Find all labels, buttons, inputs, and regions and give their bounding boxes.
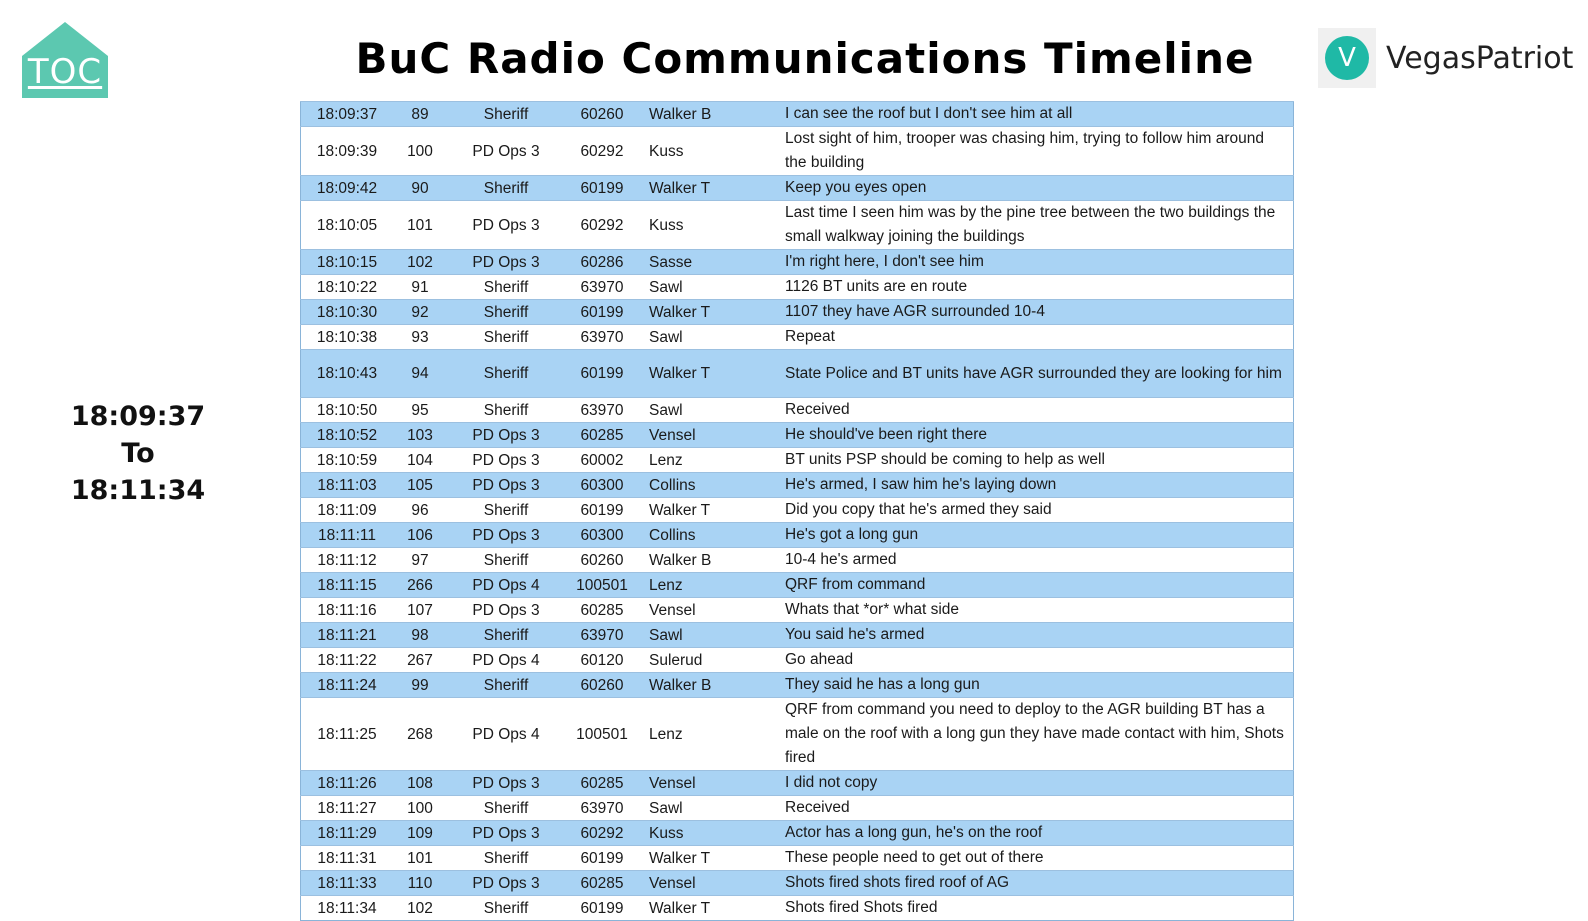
person-cell: Sawl xyxy=(639,796,765,821)
table-row xyxy=(301,598,1294,623)
person-cell: Kuss xyxy=(639,127,765,176)
time-cell: 18:11:12 xyxy=(301,548,394,573)
person-cell: Lenz xyxy=(639,448,765,473)
table-row xyxy=(301,698,1294,771)
seq-cell: 102 xyxy=(393,896,447,921)
person-cell: Sulerud xyxy=(639,648,765,673)
agency-cell: PD Ops 3 xyxy=(447,523,565,548)
person-cell: Sasse xyxy=(639,250,765,275)
seq-cell: 92 xyxy=(393,300,447,325)
unit-cell: 60292 xyxy=(565,127,639,176)
table-row xyxy=(301,275,1294,300)
unit-cell: 60300 xyxy=(565,473,639,498)
person-cell: Sawl xyxy=(639,398,765,423)
person-cell: Vensel xyxy=(639,771,765,796)
person-cell: Vensel xyxy=(639,598,765,623)
person-cell: Vensel xyxy=(639,871,765,896)
message-cell: Lost sight of him, trooper was chasing him, trying to follow him around the building xyxy=(765,127,1294,176)
table-row xyxy=(301,201,1294,250)
unit-cell: 63970 xyxy=(565,398,639,423)
message-cell: Actor has a long gun, he's on the roof xyxy=(765,821,1294,846)
message-cell: These people need to get out of there xyxy=(765,846,1294,871)
unit-cell: 100501 xyxy=(565,573,639,598)
seq-cell: 89 xyxy=(393,102,447,127)
seq-cell: 268 xyxy=(393,698,447,771)
person-cell: Vensel xyxy=(639,423,765,448)
unit-cell: 60199 xyxy=(565,350,639,398)
agency-cell: Sheriff xyxy=(447,673,565,698)
table-row xyxy=(301,846,1294,871)
seq-cell: 101 xyxy=(393,201,447,250)
time-cell: 18:11:33 xyxy=(301,871,394,896)
time-cell: 18:10:52 xyxy=(301,423,394,448)
unit-cell: 60002 xyxy=(565,448,639,473)
unit-cell: 63970 xyxy=(565,325,639,350)
message-cell: 1107 they have AGR surrounded 10-4 xyxy=(765,300,1294,325)
agency-cell: Sheriff xyxy=(447,896,565,921)
person-cell: Walker B xyxy=(639,102,765,127)
message-cell: You said he's armed xyxy=(765,623,1294,648)
unit-cell: 60292 xyxy=(565,201,639,250)
agency-cell: Sheriff xyxy=(447,498,565,523)
time-cell: 18:11:29 xyxy=(301,821,394,846)
table-row xyxy=(301,673,1294,698)
agency-cell: PD Ops 3 xyxy=(447,821,565,846)
person-cell: Walker T xyxy=(639,846,765,871)
unit-cell: 60260 xyxy=(565,102,639,127)
message-cell: Did you copy that he's armed they said xyxy=(765,498,1294,523)
time-cell: 18:11:31 xyxy=(301,846,394,871)
table-row xyxy=(301,821,1294,846)
agency-cell: Sheriff xyxy=(447,548,565,573)
table-row xyxy=(301,300,1294,325)
seq-cell: 98 xyxy=(393,623,447,648)
person-cell: Walker T xyxy=(639,300,765,325)
seq-cell: 110 xyxy=(393,871,447,896)
seq-cell: 266 xyxy=(393,573,447,598)
message-cell: Received xyxy=(765,398,1294,423)
time-cell: 18:09:37 xyxy=(301,102,394,127)
person-cell: Walker B xyxy=(639,548,765,573)
time-cell: 18:11:34 xyxy=(301,896,394,921)
table-row xyxy=(301,250,1294,275)
message-cell: State Police and BT units have AGR surrounded they are looking for him xyxy=(765,350,1294,398)
time-cell: 18:11:24 xyxy=(301,673,394,698)
brand-name: VegasPatriot xyxy=(1386,40,1574,76)
unit-cell: 60120 xyxy=(565,648,639,673)
page-title: BuC Radio Communications Timeline xyxy=(355,34,1255,83)
table-row xyxy=(301,325,1294,350)
message-cell: I can see the roof but I don't see him at all xyxy=(765,102,1294,127)
message-cell: Repeat xyxy=(765,325,1294,350)
time-cell: 18:11:09 xyxy=(301,498,394,523)
unit-cell: 60285 xyxy=(565,871,639,896)
agency-cell: Sheriff xyxy=(447,176,565,201)
table-row xyxy=(301,423,1294,448)
brand-watermark xyxy=(1318,28,1588,88)
message-cell: Go ahead xyxy=(765,648,1294,673)
time-cell: 18:11:21 xyxy=(301,623,394,648)
unit-cell: 60300 xyxy=(565,523,639,548)
agency-cell: Sheriff xyxy=(447,300,565,325)
seq-cell: 91 xyxy=(393,275,447,300)
agency-cell: PD Ops 3 xyxy=(447,201,565,250)
table-row xyxy=(301,523,1294,548)
person-cell: Lenz xyxy=(639,698,765,771)
table-row xyxy=(301,871,1294,896)
table-row xyxy=(301,498,1294,523)
message-cell: QRF from command xyxy=(765,573,1294,598)
table-row xyxy=(301,398,1294,423)
agency-cell: PD Ops 3 xyxy=(447,423,565,448)
unit-cell: 60199 xyxy=(565,300,639,325)
agency-cell: Sheriff xyxy=(447,275,565,300)
range-separator: To xyxy=(121,438,155,469)
seq-cell: 101 xyxy=(393,846,447,871)
table-row xyxy=(301,771,1294,796)
seq-cell: 104 xyxy=(393,448,447,473)
time-cell: 18:10:50 xyxy=(301,398,394,423)
agency-cell: PD Ops 3 xyxy=(447,127,565,176)
agency-cell: PD Ops 3 xyxy=(447,771,565,796)
agency-cell: PD Ops 3 xyxy=(447,448,565,473)
unit-cell: 60199 xyxy=(565,498,639,523)
person-cell: Sawl xyxy=(639,275,765,300)
time-cell: 18:11:11 xyxy=(301,523,394,548)
time-cell: 18:10:05 xyxy=(301,201,394,250)
agency-cell: PD Ops 3 xyxy=(447,598,565,623)
person-cell: Walker T xyxy=(639,896,765,921)
seq-cell: 107 xyxy=(393,598,447,623)
message-cell: Received xyxy=(765,796,1294,821)
unit-cell: 60199 xyxy=(565,176,639,201)
seq-cell: 99 xyxy=(393,673,447,698)
seq-cell: 94 xyxy=(393,350,447,398)
agency-cell: Sheriff xyxy=(447,350,565,398)
time-cell: 18:11:27 xyxy=(301,796,394,821)
time-cell: 18:10:15 xyxy=(301,250,394,275)
time-cell: 18:10:22 xyxy=(301,275,394,300)
unit-cell: 60260 xyxy=(565,673,639,698)
message-cell: 10-4 he's armed xyxy=(765,548,1294,573)
message-cell: BT units PSP should be coming to help as well xyxy=(765,448,1294,473)
brand-avatar-box xyxy=(1318,28,1376,88)
unit-cell: 100501 xyxy=(565,698,639,771)
seq-cell: 103 xyxy=(393,423,447,448)
agency-cell: PD Ops 4 xyxy=(447,648,565,673)
seq-cell: 90 xyxy=(393,176,447,201)
message-cell: Last time I seen him was by the pine tree between the two buildings the small walkway joining the buildings xyxy=(765,201,1294,250)
time-cell: 18:10:59 xyxy=(301,448,394,473)
range-end: 18:11:34 xyxy=(70,475,206,506)
agency-cell: Sheriff xyxy=(447,102,565,127)
seq-cell: 102 xyxy=(393,250,447,275)
person-cell: Walker B xyxy=(639,673,765,698)
person-cell: Walker T xyxy=(639,176,765,201)
table-row xyxy=(301,102,1294,127)
seq-cell: 267 xyxy=(393,648,447,673)
unit-cell: 60292 xyxy=(565,821,639,846)
time-range xyxy=(70,398,206,509)
toc-link[interactable] xyxy=(22,22,108,98)
message-cell: They said he has a long gun xyxy=(765,673,1294,698)
range-start: 18:09:37 xyxy=(70,401,206,432)
agency-cell: Sheriff xyxy=(447,398,565,423)
person-cell: Kuss xyxy=(639,821,765,846)
time-cell: 18:11:16 xyxy=(301,598,394,623)
table-row xyxy=(301,548,1294,573)
agency-cell: PD Ops 3 xyxy=(447,871,565,896)
table-row xyxy=(301,176,1294,201)
toc-label: TOC xyxy=(27,52,103,92)
seq-cell: 108 xyxy=(393,771,447,796)
table-row xyxy=(301,127,1294,176)
message-cell: He's armed, I saw him he's laying down xyxy=(765,473,1294,498)
person-cell: Lenz xyxy=(639,573,765,598)
time-cell: 18:10:43 xyxy=(301,350,394,398)
time-cell: 18:11:15 xyxy=(301,573,394,598)
table-row xyxy=(301,796,1294,821)
table-row xyxy=(301,448,1294,473)
unit-cell: 63970 xyxy=(565,275,639,300)
agency-cell: Sheriff xyxy=(447,325,565,350)
table-row xyxy=(301,573,1294,598)
person-cell: Collins xyxy=(639,473,765,498)
message-cell: Shots fired shots fired roof of AG xyxy=(765,871,1294,896)
message-cell: I did not copy xyxy=(765,771,1294,796)
seq-cell: 100 xyxy=(393,796,447,821)
seq-cell: 95 xyxy=(393,398,447,423)
table-row xyxy=(301,623,1294,648)
message-cell: 1126 BT units are en route xyxy=(765,275,1294,300)
agency-cell: Sheriff xyxy=(447,623,565,648)
seq-cell: 97 xyxy=(393,548,447,573)
person-cell: Kuss xyxy=(639,201,765,250)
unit-cell: 60285 xyxy=(565,423,639,448)
message-cell: QRF from command you need to deploy to the AGR building BT has a male on the roof with a long gun they have made contact with him, Shots fired xyxy=(765,698,1294,771)
avatar: V xyxy=(1325,36,1369,80)
time-cell: 18:09:42 xyxy=(301,176,394,201)
person-cell: Walker T xyxy=(639,498,765,523)
time-cell: 18:11:25 xyxy=(301,698,394,771)
unit-cell: 60199 xyxy=(565,846,639,871)
message-cell: Keep you eyes open xyxy=(765,176,1294,201)
agency-cell: Sheriff xyxy=(447,846,565,871)
unit-cell: 63970 xyxy=(565,796,639,821)
message-cell: He should've been right there xyxy=(765,423,1294,448)
message-cell: Shots fired Shots fired xyxy=(765,896,1294,921)
time-cell: 18:11:26 xyxy=(301,771,394,796)
seq-cell: 93 xyxy=(393,325,447,350)
table-row xyxy=(301,350,1294,398)
person-cell: Walker T xyxy=(639,350,765,398)
table-row xyxy=(301,473,1294,498)
unit-cell: 60285 xyxy=(565,598,639,623)
person-cell: Collins xyxy=(639,523,765,548)
time-cell: 18:09:39 xyxy=(301,127,394,176)
agency-cell: PD Ops 4 xyxy=(447,573,565,598)
message-cell: He's got a long gun xyxy=(765,523,1294,548)
table-row xyxy=(301,896,1294,921)
time-cell: 18:11:03 xyxy=(301,473,394,498)
unit-cell: 60260 xyxy=(565,548,639,573)
time-cell: 18:10:38 xyxy=(301,325,394,350)
time-cell: 18:10:30 xyxy=(301,300,394,325)
timeline-body xyxy=(301,102,1294,921)
seq-cell: 96 xyxy=(393,498,447,523)
agency-cell: Sheriff xyxy=(447,796,565,821)
unit-cell: 60199 xyxy=(565,896,639,921)
agency-cell: PD Ops 3 xyxy=(447,250,565,275)
unit-cell: 60285 xyxy=(565,771,639,796)
seq-cell: 109 xyxy=(393,821,447,846)
seq-cell: 100 xyxy=(393,127,447,176)
seq-cell: 105 xyxy=(393,473,447,498)
time-cell: 18:11:22 xyxy=(301,648,394,673)
person-cell: Sawl xyxy=(639,623,765,648)
message-cell: Whats that *or* what side xyxy=(765,598,1294,623)
message-cell: I'm right here, I don't see him xyxy=(765,250,1294,275)
seq-cell: 106 xyxy=(393,523,447,548)
agency-cell: PD Ops 3 xyxy=(447,473,565,498)
timeline-table xyxy=(300,101,1294,921)
agency-cell: PD Ops 4 xyxy=(447,698,565,771)
unit-cell: 60286 xyxy=(565,250,639,275)
unit-cell: 63970 xyxy=(565,623,639,648)
person-cell: Sawl xyxy=(639,325,765,350)
table-row xyxy=(301,648,1294,673)
